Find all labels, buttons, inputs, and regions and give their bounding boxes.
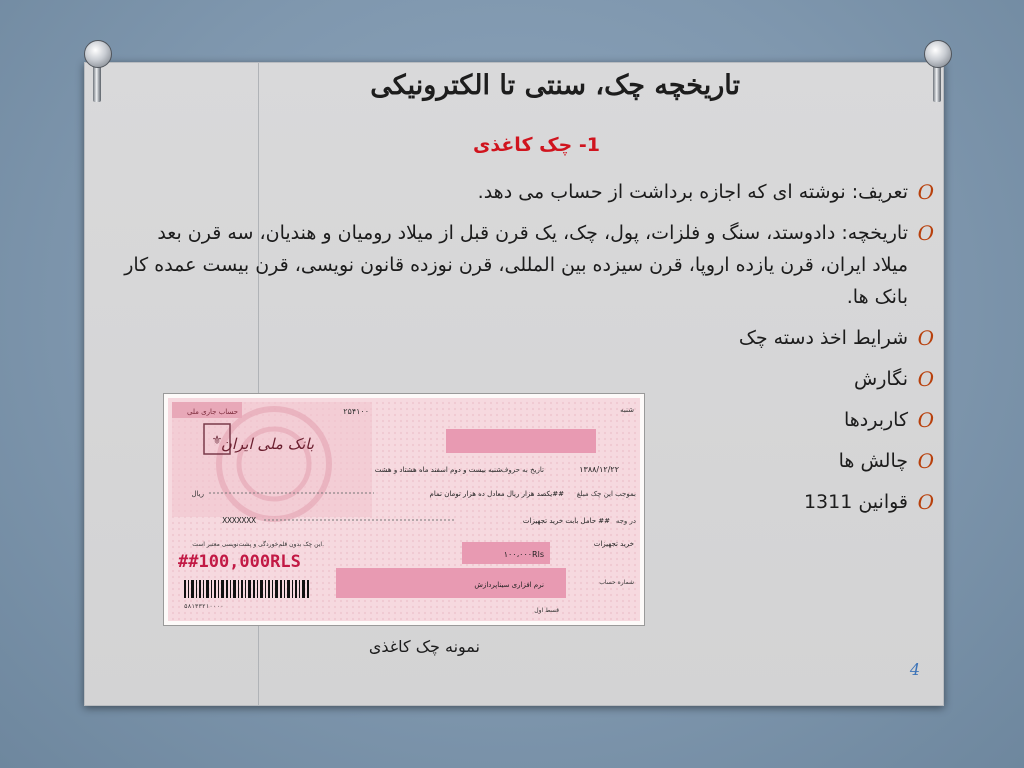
bullet-item — [118, 217, 936, 313]
check-payee: حامل بابت خرید تجهیزات ## — [522, 517, 610, 525]
bullet-marker-icon: O — [917, 326, 934, 350]
paper-check-image — [163, 393, 645, 626]
bullet-text: قوانین 1311 — [803, 491, 908, 513]
check-date: ۱۳۸۸/۱۲/۲۲ — [579, 465, 619, 474]
bullet-marker-icon: O — [917, 180, 934, 204]
bullet-text: تعریف: نوشته ای که اجازه برداشت از حساب می دهد. — [477, 181, 908, 203]
bullet-item — [118, 363, 936, 395]
check-day-label: شنبه — [620, 406, 634, 414]
page-number: 4 — [909, 660, 920, 679]
check-micr: ۵۸۱۳۳۲۱۰۰۰۰ — [184, 603, 224, 610]
check-amount-words: یکصد هزار ریال معادل ده هزار تومان تمام## — [429, 490, 564, 498]
check-stub-amount: ۱۰۰،۰۰۰Rls — [503, 550, 544, 559]
slide-subtitle: 1- چک کاغذی — [472, 134, 600, 156]
bullet-text: چالش ها — [838, 450, 908, 472]
bullet-marker-icon: O — [917, 221, 934, 245]
check-caption: نمونه چک کاغذی — [368, 637, 480, 656]
bank-emblem-icon: ⚜ — [211, 433, 223, 447]
bullet-item — [118, 322, 936, 354]
left-pin-icon — [84, 40, 110, 102]
check-amount-figures: ##100,000RLS — [178, 552, 301, 572]
bullet-marker-icon: O — [917, 449, 934, 473]
check-payee-prefix: در وجه — [615, 517, 636, 525]
check-stars: XXXXXXX — [222, 516, 256, 525]
check-notice: این چک بدون قلم‌خوردگی و پشت‌نویسی معتبر است. — [192, 541, 324, 548]
check-stub-account: شماره حساب — [599, 579, 634, 586]
bullet-marker-icon: O — [917, 367, 934, 391]
right-pin-icon — [924, 40, 950, 102]
bullet-item — [118, 176, 936, 208]
slide-title: تاریخچه چک، سنتی تا الکترونیکی — [370, 70, 740, 101]
check-rial-label: ریال — [191, 490, 204, 498]
bullet-text: کاربردها — [843, 409, 908, 431]
bullet-marker-icon: O — [917, 490, 934, 514]
check-date-prefix: تاریخ به حروف — [501, 466, 544, 474]
bullet-text: نگارش — [854, 368, 908, 390]
check-serial: ۲۵۴۱۰۰ — [343, 407, 369, 416]
check-account-type: حساب جاری ملی — [187, 408, 238, 416]
check-amount-prefix: بموجب این چک مبلغ — [576, 490, 636, 498]
check-top-box — [446, 429, 596, 453]
bullet-text: تاریخچه: دادوستد، سنگ و فلزات، پول، چک، یک قرن قبل از میلاد رومیان و هندیان، سه قرن بعد میلاد ایران، قرن یازده اروپا، قرن سیزده بین المللی، قرن نوزده قانون نویسی، قرن بیست عمده کار بانک ها. — [124, 222, 908, 308]
check-stub-purpose: خرید تجهیزات — [593, 540, 634, 548]
check-bank-name: بانک ملی ایران — [220, 435, 314, 453]
check-stub-installment: قسط اول — [534, 607, 559, 614]
bullet-marker-icon: O — [917, 408, 934, 432]
bullet-text: شرایط اخذ دسته چک — [738, 327, 908, 349]
check-date-words: شنبه بیست و دوم اسفند ماه هشتاد و هشت — [374, 466, 502, 474]
check-stub-holder: نرم افزاری سیناپردازش — [474, 581, 544, 589]
paper-check-svg — [164, 394, 644, 625]
